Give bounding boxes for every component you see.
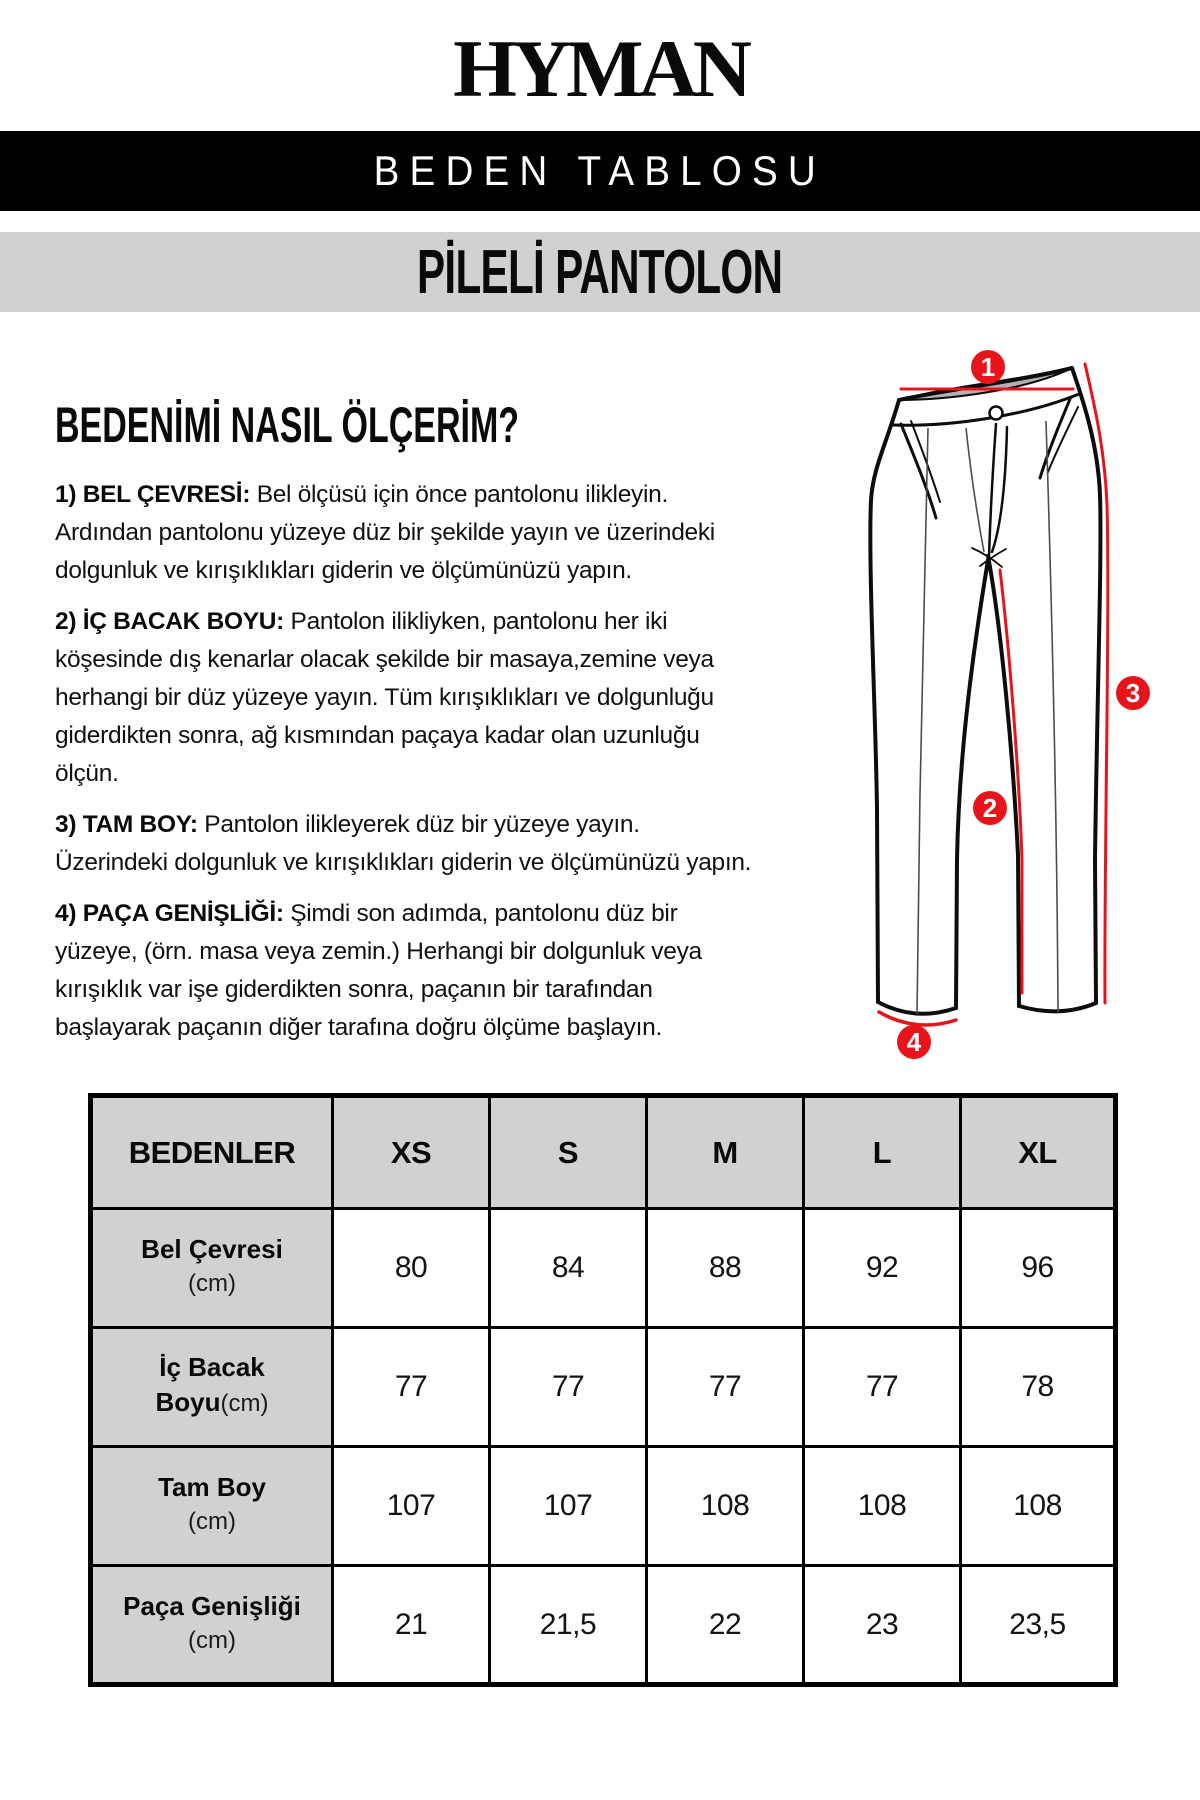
pants-diagram (740, 280, 1200, 1080)
size-value-cell: 80 (333, 1209, 490, 1328)
size-value-cell: 108 (804, 1447, 961, 1566)
measurement-row-label: Paça Genişliği (cm) (91, 1566, 333, 1685)
waist-button-icon (990, 407, 1003, 420)
table-row (91, 1447, 1116, 1566)
size-chart-banner-label: BEDEN TABLOSU (373, 147, 827, 194)
size-value-cell: 21 (333, 1566, 490, 1685)
size-table (88, 1093, 1118, 1687)
howto-step: 4) PAÇA GENİŞLİĞİ: Şimdi son adımda, pantolonu düz bir yüzeye, (örn. masa veya zemin.) Herhangi bir dolgunluk veya kırışıklık var işe giderdikten sonra, paçanın bir tarafından başlayarak paçanın diğer tarafına doğru ölçüme başlayın. (55, 900, 702, 1041)
table-row (91, 1328, 1116, 1447)
size-column-header: S (490, 1096, 647, 1209)
size-value-cell: 77 (647, 1328, 804, 1447)
size-value-cell: 108 (961, 1447, 1116, 1566)
size-value-cell: 21,5 (490, 1566, 647, 1685)
size-value-cell: 78 (961, 1328, 1116, 1447)
measurement-row-label: Bel Çevresi (cm) (91, 1209, 333, 1328)
size-column-header: XS (333, 1096, 490, 1209)
howto-step: 3) TAM BOY: Pantolon ilikleyerek düz bir yüzeye yayın. Üzerindeki dolgunluk ve kırışıklıkları giderin ve ölçümünüzü yapın. (55, 811, 752, 876)
size-column-header: XL (961, 1096, 1116, 1209)
measure-badge-1-number: 1 (980, 352, 996, 382)
measure-badge-4-number: 4 (906, 1027, 922, 1057)
howto-step: 1) BEL ÇEVRESİ: Bel ölçüsü için önce pantolonu ilikleyin. Ardından pantolonu yüzeye düz bir şekilde yayın ve üzerindeki dolgunluk ve kırışıklıkları giderin ve ölçümünüzü yapın. (55, 481, 715, 584)
size-value-cell: 77 (333, 1328, 490, 1447)
howto-section (55, 397, 755, 1060)
measure-badge-1 (971, 350, 1005, 384)
size-chart-banner (0, 131, 1200, 211)
size-table-corner-header: BEDENLER (91, 1096, 333, 1209)
size-column-header: M (647, 1096, 804, 1209)
howto-steps (55, 476, 755, 1047)
brand-logo: HYMAN (453, 23, 747, 114)
size-value-cell: 77 (804, 1328, 961, 1447)
size-value-cell: 92 (804, 1209, 961, 1328)
size-value-cell: 84 (490, 1209, 647, 1328)
size-value-cell: 107 (333, 1447, 490, 1566)
pants-body (870, 368, 1100, 1019)
size-table-body (91, 1209, 1116, 1685)
size-value-cell: 108 (647, 1447, 804, 1566)
size-value-cell: 77 (490, 1328, 647, 1447)
table-row (91, 1209, 1116, 1328)
size-value-cell: 23,5 (961, 1566, 1116, 1685)
measure-badge-2-number: 2 (982, 793, 998, 823)
measurement-row-label: Tam Boy (cm) (91, 1447, 333, 1566)
product-name-label: PİLELİ PANTOLON (417, 237, 783, 307)
howto-step: 2) İÇ BACAK BOYU: Pantolon ilikliyken, pantolonu her iki köşesinde dış kenarlar olacak şekilde bir masaya,zemine veya herhangi bir düz yüzeye yayın. Tüm kırışıklıkları ve dolgunluğu giderdikten sonra, ağ kısmından paçaya kadar olan uzunluğu ölçün. (55, 608, 714, 787)
size-column-header: L (804, 1096, 961, 1209)
measure-badge-3 (1116, 676, 1150, 710)
howto-title: BEDENİMİ NASIL ÖLÇERİM? (55, 397, 520, 453)
measure-badge-4 (897, 1025, 931, 1059)
size-value-cell: 23 (804, 1566, 961, 1685)
size-value-cell: 22 (647, 1566, 804, 1685)
size-table-header-row (91, 1096, 1116, 1209)
size-value-cell: 96 (961, 1209, 1116, 1328)
table-row (91, 1566, 1116, 1685)
measure-badge-2 (973, 791, 1007, 825)
measure-badge-3-number: 3 (1125, 678, 1141, 708)
size-value-cell: 107 (490, 1447, 647, 1566)
measurement-row-label: İç Bacak Boyu(cm) (91, 1328, 333, 1447)
size-value-cell: 88 (647, 1209, 804, 1328)
